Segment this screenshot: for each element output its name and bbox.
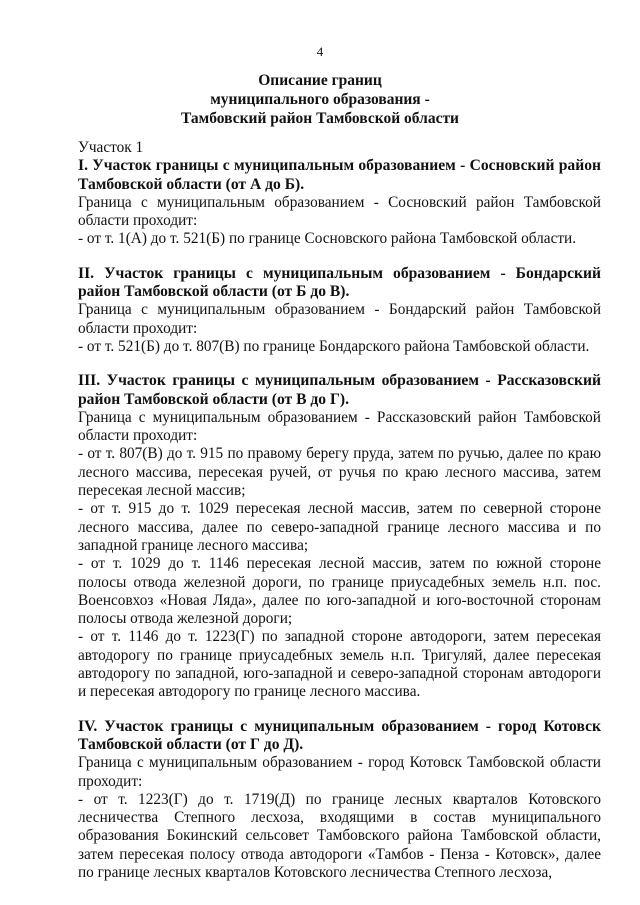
section-intro: Граница с муниципальным образованием - Бондарский район Тамбовской области проходит: bbox=[78, 301, 601, 337]
spacer bbox=[78, 249, 601, 265]
page-number: 4 bbox=[316, 44, 324, 59]
section-intro: Граница с муниципальным образованием - Рассказовский район Тамбовской области проходит: bbox=[78, 408, 601, 445]
section-intro: Граница с муниципальным образованием - Сосновский район Тамбовской области проходит: bbox=[78, 193, 601, 230]
spacer bbox=[78, 356, 601, 372]
section-item: - от т. 807(В) до т. 915 по правому берегу пруда, затем по ручью, далее по краю лесного массива, пересекая ручей, от ручья по краю лесного массива, затем пересекая лесной массив; bbox=[78, 445, 601, 500]
section-heading: III. Участок границы с муниципальным образованием - Рассказовский район Тамбовской области (от В до Г). bbox=[78, 372, 601, 408]
title-line-1: Описание границ bbox=[258, 72, 382, 89]
section-item: - от т. 521(Б) до т. 807(В) по границе Бондарского района Тамбовской области. bbox=[78, 337, 590, 355]
section-item: - от т. 1146 до т. 1223(Г) по западной стороне автодороги, затем пересекая автодорогу по границе приусадебных земель н.п. Тригуляй, далее пересекая автодорогу по западной, юго-западной и северо-западной сторонам автодороги и пересекая автодорогу по границе лесного массива. bbox=[78, 628, 601, 701]
section-intro: Граница с муниципальным образованием - город Котовск Тамбовской области проходит: bbox=[78, 754, 601, 790]
section-heading: I. Участок границы с муниципальным образованием - Сосновский район Тамбовской области (от А до Б). bbox=[78, 157, 601, 193]
section-heading: II. Участок границы с муниципальным образованием - Бондарский район Тамбовской области (от Б до В). bbox=[78, 264, 601, 301]
title-line-2: муниципального образования - bbox=[210, 91, 430, 108]
section-item: - от т. 915 до т. 1029 пересекая лесной массив, затем по северной стороне лесного массива, далее по северо-западной границе лесного массива и по западной границе лесного массива; bbox=[78, 500, 601, 554]
section-item: - от т. 1(А) до т. 521(Б) по границе Сосновского района Тамбовской области. bbox=[78, 230, 577, 248]
document-title bbox=[0, 71, 640, 128]
document-body bbox=[78, 139, 601, 882]
title-line-3: Тамбовский район Тамбовской области bbox=[180, 110, 459, 127]
section-item: - от т. 1223(Г) до т. 1719(Д) по границе лесных кварталов Котовского лесничества Степного лесхоза, входящими в состав муниципального образования Бокинский сельсовет Тамбовского района Тамбовской области, затем пересекая полосу отвода автодороги «Тамбов - Пенза - Котовск», далее по границе лесных кварталов Котовского лесничества Степного лесхоза, bbox=[78, 790, 601, 881]
part-label: Участок 1 bbox=[78, 139, 144, 156]
section-heading: IV. Участок границы с муниципальным образованием - город Котовск Тамбовской области (от Г до Д). bbox=[78, 717, 601, 753]
spacer bbox=[78, 702, 601, 718]
section-item: - от т. 1029 до т. 1146 пересекая лесной массив, затем по южной стороне полосы отвода железной дороги, по границе приусадебных земель н.п. пос. Военсовхоз «Новая Ляда», далее по юго-западной и юго-восточной сторонам полосы отвода железной дороги; bbox=[78, 555, 601, 628]
